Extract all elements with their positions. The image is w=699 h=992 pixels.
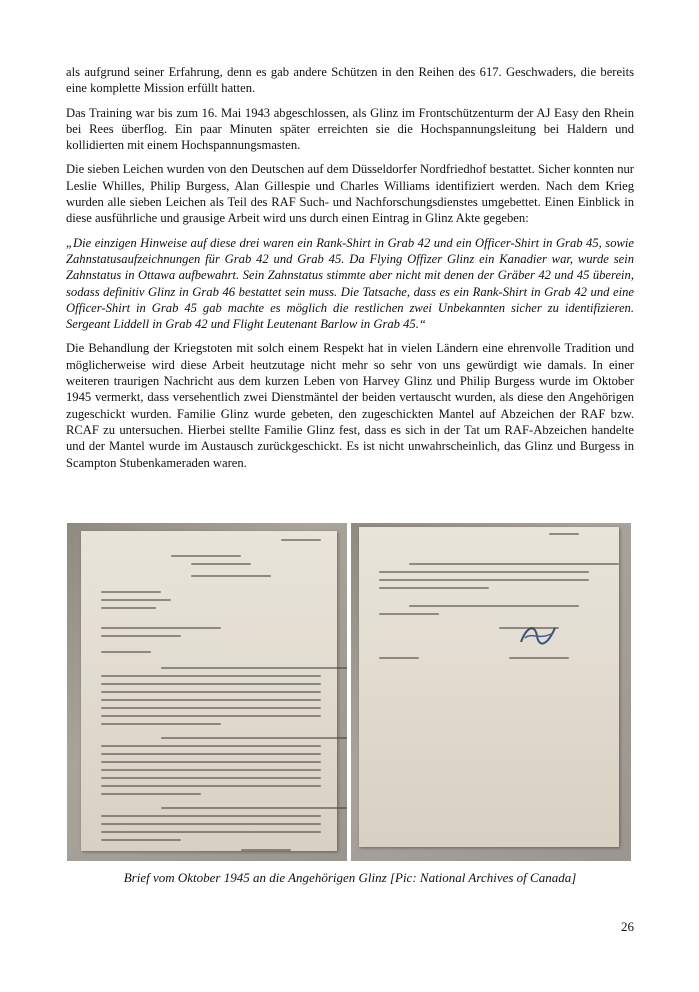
typed-text-line (101, 769, 321, 771)
typed-text-line (379, 571, 589, 573)
typed-text-line (171, 555, 241, 557)
typed-text-line (101, 635, 181, 637)
typed-text-line (101, 753, 321, 755)
typed-text-line (549, 533, 579, 535)
paragraph-2: Das Training war bis zum 16. Mai 1943 abgeschlossen, als Glinz im Frontschützenturm der AJ Easy den Rhein bei Rees überflog. Ein paar Minuten später erreichten sie die Hochspannungsleitung bei Haldern und kollidierten mit einem Hochspannungsmasten. (66, 105, 634, 153)
typed-text-line (499, 627, 559, 629)
typed-text-line (379, 657, 419, 659)
typed-text-line (101, 715, 321, 717)
typed-text-line (101, 777, 321, 779)
typed-text-line (191, 563, 251, 565)
typed-text-line (101, 607, 156, 609)
typed-text-line (101, 815, 321, 817)
typed-text-line (101, 707, 321, 709)
figure-caption: Brief vom Oktober 1945 an die Angehörigen Glinz [Pic: National Archives of Canada] (123, 870, 577, 885)
typed-text-line (101, 723, 221, 725)
typed-text-line (379, 587, 489, 589)
page-body (66, 64, 634, 479)
letter-page-2-sheet (359, 527, 619, 847)
page-number: 26 (621, 919, 634, 934)
typed-text-line (101, 761, 321, 763)
paragraph-1: als aufgrund seiner Erfahrung, denn es gab andere Schützen in den Reihen des 617. Geschwaders, die bereits eine komplette Mission erfüllt hatten. (66, 65, 634, 96)
letter-page-1-photo (67, 523, 347, 861)
letter-page-1-sheet (81, 531, 337, 851)
typed-text-line (161, 807, 347, 809)
typed-text-line (409, 605, 579, 607)
typed-text-line (241, 849, 291, 851)
typed-text-line (101, 839, 181, 841)
typed-text-line (101, 599, 171, 601)
typed-text-line (191, 575, 271, 577)
letter-photograph (67, 523, 631, 861)
typed-text-line (101, 675, 321, 677)
typed-text-line (379, 579, 589, 581)
typed-text-line (101, 683, 321, 685)
typed-text-line (101, 793, 201, 795)
typed-text-line (101, 699, 321, 701)
typed-text-line (161, 667, 347, 669)
signature-stamp-icon (517, 622, 559, 648)
quote-paragraph: „Die einzigen Hinweise auf diese drei waren ein Rank-Shirt in Grab 42 und ein Officer-Shirt in Grab 45, sowie Zahnstatusaufzeichnungen für Grab 42 und Grab 45. Da Flying Offizer Glinz ein Kanadier war, wurde sein Zahnstatus in Ottawa aufbewahrt. Sein Zahnstatus stimmte aber nicht mit denen der Gräber 42 und 45 überein, sodass definitiv Glinz in Grab 46 bestattet sein muss. Die Tatsache, dass es ein Rank-Shirt in Grab 42 und eine Officer-Shirt in Grab 45 gab machte es möglich die restlichen zwei Unbekannten sicher zu identifizieren. Sergeant Liddell in Grab 42 und Flight Leutenant Barlow in Grab 45.“ (66, 235, 634, 332)
typed-text-line (101, 691, 321, 693)
typed-text-line (281, 539, 321, 541)
typed-text-line (101, 745, 321, 747)
typed-text-line (101, 823, 321, 825)
typed-text-line (101, 627, 221, 629)
typed-text-line (101, 831, 321, 833)
typed-text-line (101, 591, 161, 593)
typed-text-line (161, 737, 347, 739)
paragraph-5: Die Behandlung der Kriegstoten mit solch einem Respekt hat in vielen Ländern eine ehrenvolle Tradition und möglicherweise wird diese Arbeit heutzutage nicht mehr so sehr von uns gewürdigt wie damals. In einer weiteren traurigen Nachricht aus dem kurzen Leben von Harvey Glinz und Philip Burgess wurde im Oktober 1945 vermerkt, dass versehentlich zwei Dienstmäntel der beiden vertauscht wurden, als diese den Angehörigen zugeschickt wurden. Familie Glinz wurde gebeten, den zugeschickten Mantel auf Abzeichen der RAF bzw. RCAF zu untersuchen. Hierbei stellte Familie Glinz fest, dass es sich in der Tat um RAF-Abzeichen handelte und der Mantel wurde im Austausch zurückgeschickt. Es ist nicht unwahrscheinlich, das Glinz und Burgess in Scampton Stubenkameraden waren. (66, 341, 634, 470)
typed-text-line (379, 613, 439, 615)
typed-text-line (101, 651, 151, 653)
letter-page-2-photo (351, 523, 631, 861)
typed-text-line (509, 657, 569, 659)
typed-text-line (101, 785, 321, 787)
typed-text-line (409, 563, 619, 565)
paragraph-3: Die sieben Leichen wurden von den Deutschen auf dem Düsseldorfer Nordfriedhof bestattet. Sicher konnten nur Leslie Whilles, Philip Burgess, Alan Gillespie und Charles Williams identifiziert werden. Nach dem Krieg wurden alle sieben Leichen als Teil des RAF Such- und Nachforschungsdienstes umgebettet. Einen Einblick in diese ausführliche und grausige Arbeit wird uns durch einen Eintrag in Glinz Akte gegeben: (66, 162, 634, 226)
